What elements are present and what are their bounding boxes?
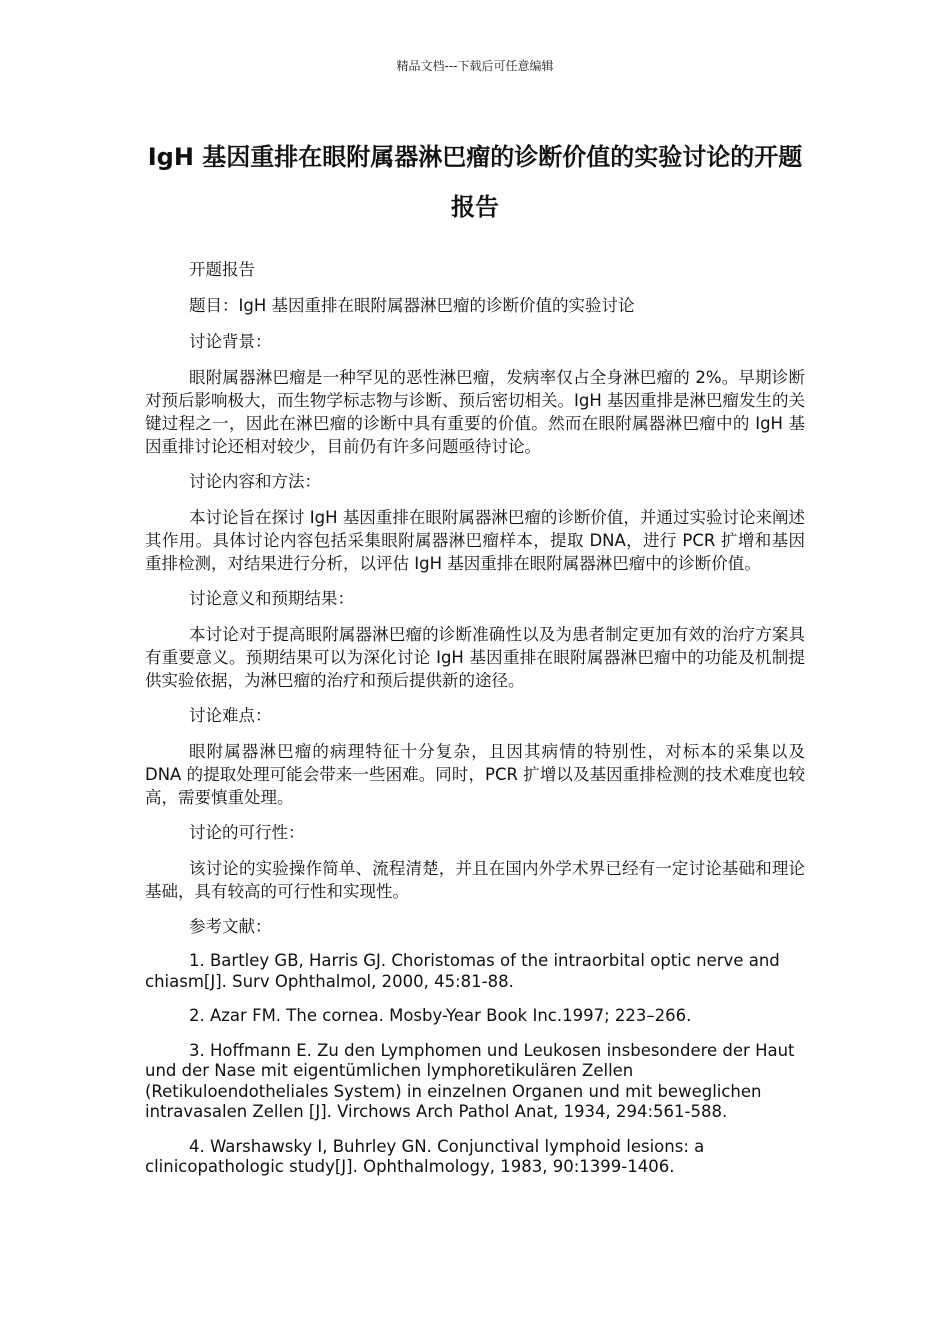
methods-heading: 讨论内容和方法： [189, 472, 321, 491]
difficulty-paragraph: 眼附属器淋巴瘤的病理特征十分复杂，且因其病情的特别性，对标本的采集以及 DNA 的提取处理可能会带来一些困难。同时，PCR 扩增以及基因重排检测的技术难度也较高，需要慎重处理。 [145, 742, 805, 807]
background-heading: 讨论背景： [189, 332, 272, 351]
feasibility-heading: 讨论的可行性： [189, 823, 305, 842]
document-title: IgH 基因重排在眼附属器淋巴瘤的诊断价值的实验讨论的开题报告 [147, 143, 803, 221]
reference-list [145, 951, 805, 1178]
significance-paragraph: 本讨论对于提高眼附属器淋巴瘤的诊断准确性以及为患者制定更加有效的治疗方案具有重要意义。预期结果可以为深化讨论 IgH 基因重排在眼附属器淋巴瘤中的功能及机制提供实验依据，为淋巴瘤的治疗和预后提供新的途径。 [145, 625, 805, 690]
references-heading: 参考文献： [189, 917, 272, 936]
topic-line: 题目：IgH 基因重排在眼附属器淋巴瘤的诊断价值的实验讨论 [189, 296, 635, 315]
difficulty-heading: 讨论难点： [189, 706, 272, 725]
reference-item: 4. Warshawsky I, Buhrley GN. Conjunctival lymphoid lesions: a clinicopathologic study[J]. Ophthalmology, 1983, 90:1399-1406. [145, 1136, 705, 1176]
header-note: 精品文档---下载后可任意编辑 [396, 59, 554, 73]
reference-item: 2. Azar FM. The cornea. Mosby-Year Book Inc.1997; 223–266. [189, 1006, 692, 1025]
reference-item: 3. Hoffmann E. Zu den Lymphomen und Leukosen insbesondere der Haut und der Nase mit eigentümlichen lymphoretikulären Zellen (Retikuloendotheliales System) in einzelnen Organen und mit beweglichen intravasalen Zellen [J]. Virchows Arch Pathol Anat, 1934, 294:561-588. [145, 1040, 795, 1121]
report-label: 开题报告 [189, 260, 255, 279]
background-paragraph: 眼附属器淋巴瘤是一种罕见的恶性淋巴瘤，发病率仅占全身淋巴瘤的 2%。早期诊断对预后影响极大，而生物学标志物与诊断、预后密切相关。IgH 基因重排是淋巴瘤发生的关键过程之一，因此在淋巴瘤的诊断中具有重要的价值。然而在眼附属器淋巴瘤中的 IgH 基因重排讨论还相对较少，目前仍有许多问题亟待讨论。 [145, 368, 805, 456]
significance-heading: 讨论意义和预期结果： [189, 589, 354, 608]
document-body [145, 258, 805, 1192]
reference-item: 1. Bartley GB, Harris GJ. Choristomas of the intraorbital optic nerve and chiasm[J]. Surv Ophthalmol, 2000, 45:81-88. [145, 951, 780, 991]
feasibility-paragraph: 该讨论的实验操作简单、流程清楚，并且在国内外学术界已经有一定讨论基础和理论基础，具有较高的可行性和实现性。 [145, 859, 805, 901]
methods-paragraph: 本讨论旨在探讨 IgH 基因重排在眼附属器淋巴瘤的诊断价值，并通过实验讨论来阐述其作用。具体讨论内容包括采集眼附属器淋巴瘤样本，提取 DNA，进行 PCR 扩增和基因重排检测，对结果进行分析，以评估 IgH 基因重排在眼附属器淋巴瘤中的诊断价值。 [145, 508, 805, 573]
